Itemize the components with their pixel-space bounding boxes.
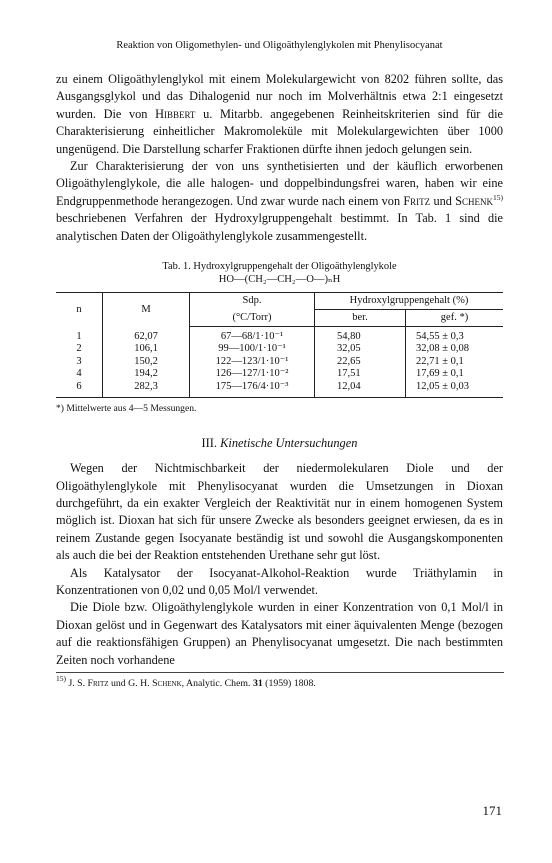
- cell-gef: 32,08 ± 0,08: [406, 343, 504, 355]
- header-ber: ber.: [315, 310, 406, 327]
- running-head: Reaktion von Oligomethylen- und Oligoäthylenglykolen mit Phenylisocyanat: [116, 40, 443, 51]
- footnote-volume: 31: [252, 677, 263, 689]
- section-heading: [56, 436, 503, 451]
- header-hydroxyl: Hydroxylgruppengehalt (%): [315, 293, 504, 310]
- paragraph-3: Wegen der Nichtmischbarkeit der niedermolekularen Diole und der Oligoäthylenglykole mit Phenylisocyanat wurden die Umsetzungen in Dioxan durchgeführt, da ein exakter Vergleich der Reaktivität nur in einem homogenen System möglich ist. Dioxan hat sich für unsere Zwecke als besonders geeignet erwiesen, da es in reinem Zustande gegen Isocyanate beständig ist und sowohl die Ausgangskomponenten als auch die bei der Reaktion entstehenden Urethane sehr gut löst.: [56, 461, 503, 563]
- cell-gef: 12,05 ± 0,03: [406, 381, 504, 398]
- footnote-text-a: J. S.: [66, 677, 88, 689]
- cell-sdp: 122—123/1·10⁻¹: [190, 356, 315, 368]
- footnote-marker: 15): [56, 673, 66, 683]
- footnote: [56, 673, 503, 689]
- cell-gef: 17,69 ± 0,1: [406, 368, 504, 380]
- cell-m: 106,1: [103, 343, 190, 355]
- cell-m: 150,2: [103, 356, 190, 368]
- cell-n: 1: [76, 330, 82, 342]
- cell-n: 4: [76, 368, 82, 380]
- cell-m: 194,2: [103, 368, 190, 380]
- header-gef: gef. *): [406, 310, 504, 327]
- author-hibbert: Hibbert: [155, 106, 196, 121]
- paragraph-4: Als Katalysator der Isocyanat-Alkohol-Reaktion wurde Triäthylamin in Konzentrationen von 0,02 und 0,05 Mol/l verwendet.: [56, 565, 503, 597]
- cell-ber: 12,04: [315, 381, 406, 398]
- cell-m: 62,07: [103, 327, 190, 344]
- author-fritz: Fritz: [403, 193, 431, 208]
- table-formula: HO—(CH₂—CH₂—O—)ₙH: [218, 274, 341, 286]
- header-sdp-unit: (°C/Torr): [190, 310, 315, 327]
- footnote-author-fritz: Fritz: [87, 677, 109, 689]
- footnote-text-d: (1959) 1808.: [262, 677, 316, 689]
- paragraph-2-text-c: beschriebenen Verfahren der Hydroxylgruppengehalt bestimmt. In Tab. 1 sind die analytischen Daten der Oligoäthylenglykole zusammengestellt.: [56, 211, 503, 243]
- paragraph-2-text-a: Zur Charakterisierung der von uns synthetisierten und der käuflich erworbenen Oligoäthylenglykole, die alle halogen- und doppelbindungsfrei waren, haben wir eine Endgruppenmethode herangezogen. Und zwar wurde nach einem von: [56, 159, 503, 208]
- table-row: [56, 343, 503, 355]
- section-title: Kinetische Untersuchungen: [220, 436, 358, 451]
- page-body: [56, 40, 503, 689]
- cell-n: 3: [76, 355, 82, 367]
- reference-marker: 15): [493, 192, 503, 202]
- cell-gef: 54,55 ± 0,3: [406, 327, 504, 344]
- paragraph-1-text-b: u. Mitarbb. angegebenen Reinheitskriterien sind für die Charakterisierung einheitlicher Makromoleküle mit Molekulargewichten über 1000 ungenügend. Die Darstellung scharfer Fraktionen dürfte ihnen jedoch gelungen sein.: [56, 106, 503, 156]
- cell-sdp: 126—127/1·10⁻²: [190, 368, 315, 380]
- footnote-text-b: und G. H.: [108, 677, 153, 689]
- paragraph-5: Die Diole bzw. Oligoäthylenglykole wurden in einer Konzentration von 0,1 Mol/l in Dioxan gelöst und in Gegenwart des Katalysators mit einer äquivalenten Menge (bezogen auf die reaktionsfähigen Gruppen) an Phenylisocyanat umgesetzt. Die nach bestimmten Zeiten noch vorhandene: [56, 600, 503, 667]
- cell-gef: 22,71 ± 0,1: [406, 356, 504, 368]
- header-m: M: [103, 293, 190, 327]
- footnote-author-schenk: Schenk: [152, 677, 182, 689]
- cell-n: 2: [76, 343, 82, 355]
- table-footnote: *) Mittelwerte aus 4—5 Messungen.: [56, 403, 197, 415]
- table-row: [56, 327, 503, 344]
- cell-ber: 54,80: [315, 327, 406, 344]
- paragraph-1-text-a: zu einem Oligoäthylenglykol mit einem Molekulargewicht von 8202 führen sollte, das Ausgangsglykol und das Dihalogenid nur noch im Molverhältnis etwa 2:1 eingesetzt wurden. Die von: [56, 72, 503, 121]
- cell-ber: 32,05: [315, 343, 406, 355]
- page-number: 171: [482, 803, 502, 818]
- header-sdp-label: Sdp.: [242, 295, 262, 307]
- header-n: n: [56, 293, 103, 327]
- paragraph-2-text-b: und: [430, 193, 456, 208]
- cell-sdp: 175—176/4·10⁻³: [190, 381, 315, 398]
- footnote-text-c: , Analytic. Chem.: [181, 677, 253, 689]
- footnote-rule: [56, 672, 504, 673]
- cell-ber: 17,51: [315, 368, 406, 380]
- author-schenk: Schenk: [455, 193, 493, 208]
- cell-n: 6: [56, 381, 103, 398]
- table-caption: Tab. 1. Hydroxylgruppengehalt der Oligoäthylenglykole: [162, 261, 397, 273]
- cell-ber: 22,65: [315, 356, 406, 368]
- header-sdp: [190, 293, 315, 310]
- data-table: [56, 292, 503, 398]
- table-row: [56, 381, 503, 398]
- cell-m: 282,3: [103, 381, 190, 398]
- table-row: [56, 368, 503, 380]
- cell-sdp: 99—100/1·10⁻¹: [190, 343, 315, 355]
- paragraph-2: [56, 158, 503, 245]
- paragraph-1: [56, 71, 503, 158]
- table-row: [56, 356, 503, 368]
- cell-sdp: 67—68/1·10⁻¹: [190, 327, 315, 344]
- section-number: III.: [201, 436, 218, 451]
